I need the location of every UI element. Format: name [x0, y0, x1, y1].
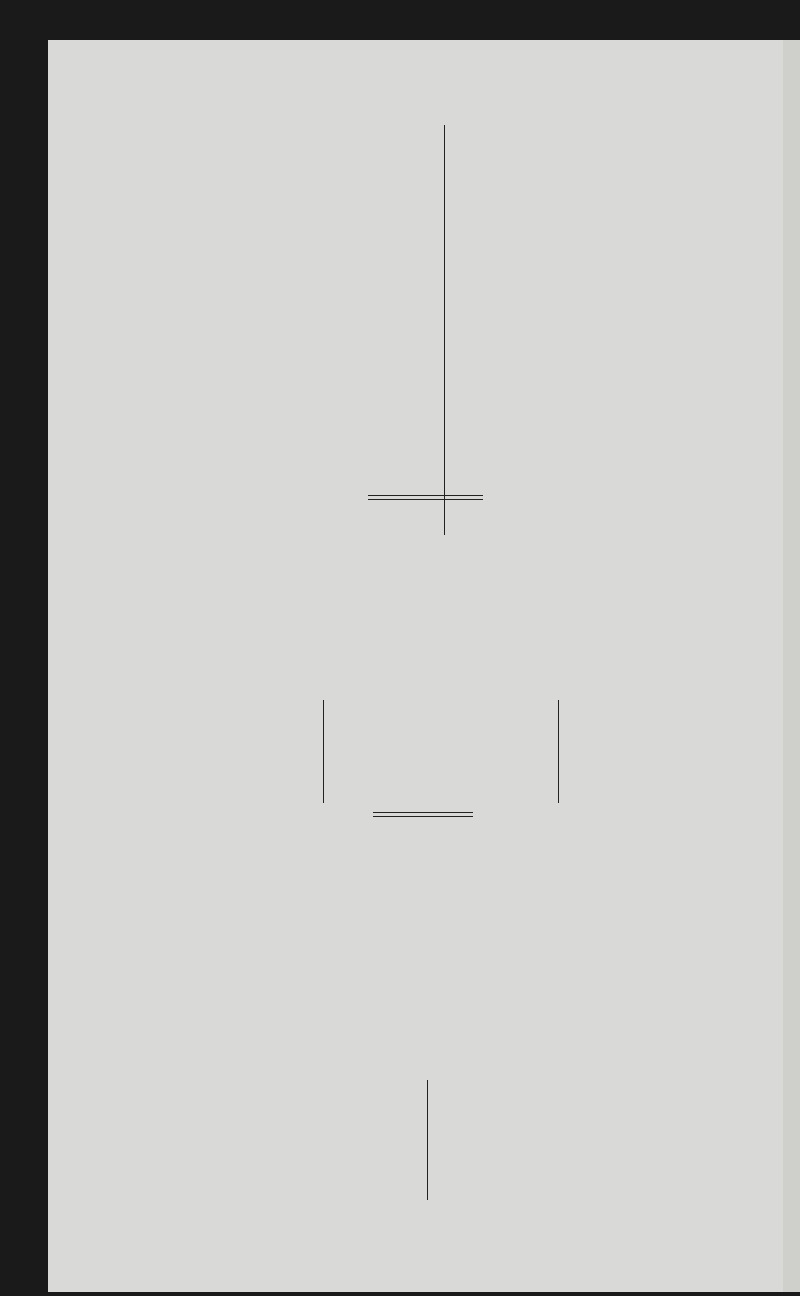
example-divider	[558, 700, 559, 803]
example-divider	[427, 1080, 428, 1200]
adjacent-page-edge	[783, 40, 800, 1292]
column-divider	[444, 125, 445, 535]
example-divider	[323, 700, 324, 803]
section-separator	[368, 495, 483, 500]
section-separator	[373, 812, 473, 817]
document-page	[48, 40, 790, 1292]
